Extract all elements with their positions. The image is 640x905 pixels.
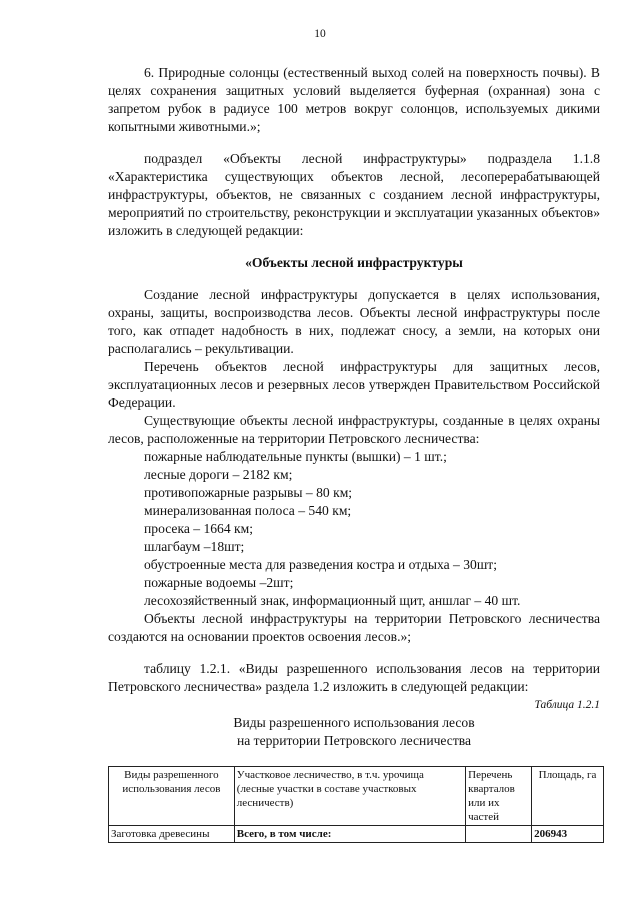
table-caption-line-1: Виды разрешенного использования лесов — [233, 715, 475, 730]
list-item: лесные дороги – 2182 км; — [144, 467, 293, 482]
table-cell: Заготовка древесины — [109, 826, 235, 843]
paragraph-table-amendment: таблицу 1.2.1. «Виды разрешенного использования лесов на территории Петровского лесничества» раздела 1.2 изложить в следующей редакции: — [108, 661, 600, 694]
table-cell: Всего, в том числе: — [234, 826, 465, 843]
paragraph-infrastructure-list-approval: Перечень объектов лесной инфраструктуры для защитных лесов, эксплуатационных лесов и резервных лесов утвержден Правительством Российской Федерации. — [108, 359, 600, 410]
list-item: пожарные наблюдательные пункты (вышки) – 1 шт.; — [144, 449, 447, 464]
table-header-quarters: Перечень кварталов или их частей — [466, 767, 532, 826]
table-cell: 206943 — [532, 826, 604, 843]
paragraph-forest-projects: Объекты лесной инфраструктуры на территории Петровского лесничества создаются на основании проектов освоения лесов.»; — [108, 611, 600, 644]
list-item: шлагбаум –18шт; — [144, 539, 245, 554]
table-row — [109, 826, 604, 843]
list-item: обустроенные места для разведения костра и отдыха – 30шт; — [144, 557, 498, 572]
paragraph-infrastructure-creation: Создание лесной инфраструктуры допускается в целях использования, охраны, защиты, воспроизводства лесов. Объекты лесной инфраструктуры после того, как отпадет надобность в них, подлежат сносу, а земли, на которых они располагались – рекультивации. — [108, 287, 600, 356]
list-item: минерализованная полоса – 540 км; — [144, 503, 352, 518]
page-number: 10 — [314, 28, 326, 40]
list-item: просека – 1664 км; — [144, 521, 254, 536]
table-header-area: Площадь, га — [532, 767, 604, 826]
table-cell — [466, 826, 532, 843]
paragraph-subsection-amendment: подраздел «Объекты лесной инфраструктуры» подраздела 1.1.8 «Характеристика существующих объектов лесной, лесоперерабатывающей инфраструктуры, объектов, не связанных с созданием лесной инфраструктуры, мероприятий по строительству, реконструкции и эксплуатации указанных объектов» изложить в следующей редакции: — [108, 151, 600, 238]
list-item: лесохозяйственный знак, информационный щит, аншлаг – 40 шт. — [144, 593, 521, 608]
table-caption-line-2: на территории Петровского лесничества — [236, 733, 472, 748]
section-heading: «Объекты лесной инфраструктуры — [245, 255, 463, 270]
table-header-row — [109, 767, 604, 826]
document-body — [108, 64, 600, 843]
table-header-district: Участковое лесничество, в т.ч. урочища (лесные участки в составе участковых лесничеств) — [234, 767, 465, 826]
table-header-use-type: Виды разрешенного использования лесов — [109, 767, 235, 826]
list-item: противопожарные разрывы – 80 км; — [144, 485, 353, 500]
paragraph-existing-objects: Существующие объекты лесной инфраструктуры, созданные в целях охраны лесов, расположенные на территории Петровского лесничества: — [108, 413, 600, 446]
forest-use-table — [108, 766, 604, 843]
paragraph-salt-licks: 6. Природные солонцы (естественный выход солей на поверхность почвы). В целях сохранения защитных условий выделяется буферная (охранная) зона с запретом рубок в радиусе 100 метров вокруг солонцов, используемых дикими копытными животными.»; — [108, 65, 600, 134]
list-item: пожарные водоемы –2шт; — [144, 575, 294, 590]
table-label: Таблица 1.2.1 — [534, 699, 600, 711]
table-caption — [108, 714, 600, 750]
